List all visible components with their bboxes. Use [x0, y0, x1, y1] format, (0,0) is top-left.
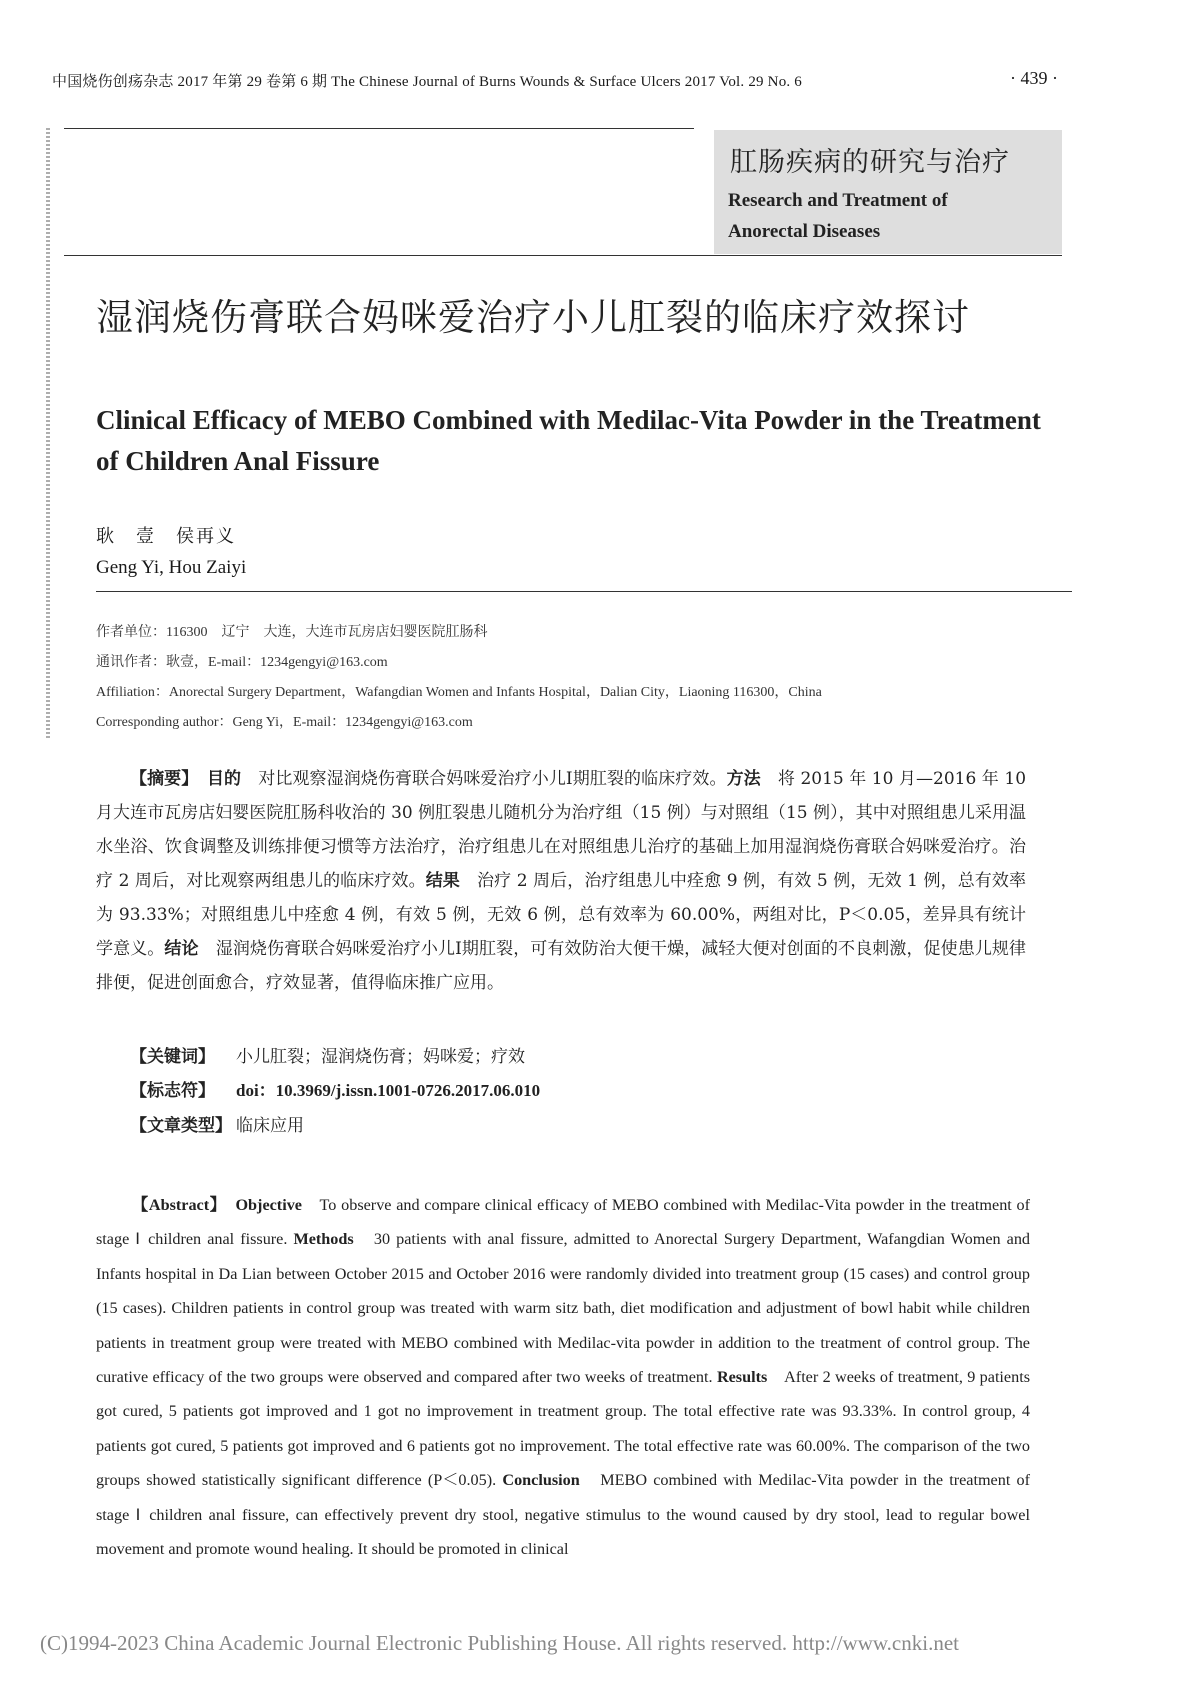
- authors-en: Geng Yi, Hou Zaiyi: [96, 557, 247, 578]
- article-type-row: [130, 1111, 304, 1136]
- keywords-label: 【关键词】: [130, 1047, 215, 1067]
- column-title-en-line1: Research and Treatment of: [728, 190, 948, 211]
- objective-label-en: Objective: [235, 1196, 302, 1214]
- conclusion-label-en: Conclusion: [502, 1471, 580, 1490]
- column-title-cn: 肛肠疾病的研究与治疗: [730, 147, 1010, 178]
- abstract-en-label: 【Abstract】: [132, 1196, 219, 1214]
- running-head: 中国烧伤创疡杂志 2017 年第 29 卷第 6 期 The Chinese Journal of Burns Wounds & Surface Ulcers 2017 Vol. 29 No. 6: [52, 74, 803, 90]
- affiliation-en: Affiliation：Anorectal Surgery Department，Wafangdian Women and Infants Hospital，Dalian City，Liaoning 116300，China: [96, 685, 822, 700]
- abstract-en: [96, 1188, 1030, 1566]
- corresponding-en: Corresponding author：Geng Yi，E-mail：1234gengyi@163.com: [96, 715, 473, 730]
- page-number: · 439 ·: [1010, 68, 1058, 88]
- top-rule: [64, 128, 694, 129]
- methods-en: 30 patients with anal fissure, admitted to Anorectal Surgery Department, Wafangdian Women and Infants hospital in Da Lian between October 2015 and October 2016 were randomly divided into treatment group (15 cases) and control group (15 cases). Children patients in control group was treated with warm sitz bath, diet modification and adjustment of bowl habit while children patients in treatment group were treated with MEBO combined with Medilac-vita powder in addition to the treatment of control group. The curative efficacy of the two groups were observed and compared after two weeks of treatment.: [96, 1230, 1031, 1387]
- methods-cn: 将 2015 年 10 月—2016 年 10 月大连市瓦房店妇婴医院肛肠科收治的 30 例肛裂患儿随机分为治疗组（15 例）与对照组（15 例），其中对照组患儿采用温水坐浴、饮食调整及训练排便习惯等方法治疗，治疗组患儿在对照组患儿治疗的基础上加用湿润烧伤膏联合妈咪爱治疗。治疗 2 周后，对比观察两组患儿的临床疗效。: [96, 769, 1027, 891]
- results-label-cn: 结果: [425, 871, 460, 891]
- results-en: After 2 weeks of treatment, 9 patients got cured, 5 patients got improved and 1 got no improvement in treatment group. The total effective rate was 93.33%. In control group, 4 patients got cured, 5 patients got improved and 6 patients got no improvement. The total effective rate was 60.00%. The comparison of the two groups showed statistically significant difference (P＜0.05).: [96, 1368, 1031, 1490]
- doi: doi：10.3969/j.issn.1001-0726.2017.06.010: [236, 1081, 541, 1100]
- results-cn: 治疗 2 周后，治疗组患儿中痊愈 9 例，有效 5 例，无效 1 例，总有效率为 93.33%；对照组患儿中痊愈 4 例，有效 5 例，无效 6 例，总有效率为 60.00%，两组对比，P＜0.05，差异具有统计学意义。: [96, 871, 1027, 959]
- conclusion-cn: 湿润烧伤膏联合妈咪爱治疗小儿Ⅰ期肛裂，可有效防治大便干燥，减轻大便对创面的不良刺激，促使患儿规律排便，促进创面愈合，疗效显著，值得临床推广应用。: [96, 939, 1027, 993]
- article-type-label: 【文章类型】: [130, 1116, 232, 1136]
- objective-label-cn: 目的: [206, 769, 242, 789]
- copyright-footer: (C)1994-2023 China Academic Journal Electronic Publishing House. All rights reserved. http://www.cnki.net: [40, 1631, 959, 1655]
- conclusion-label-cn: 结论: [164, 939, 199, 959]
- author-rule: [96, 591, 1072, 592]
- abstract-cn-label: 【摘要】: [130, 769, 190, 789]
- objective-cn: 对比观察湿润烧伤膏联合妈咪爱治疗小儿Ⅰ期肛裂的临床疗效。: [258, 769, 727, 789]
- keywords-row: [130, 1042, 525, 1067]
- objective-en: To observe and compare clinical efficacy of MEBO combined with Medilac-Vita powder in the treatment of stage Ⅰ children anal fissure.: [96, 1196, 1031, 1249]
- title-cn: 湿润烧伤膏联合妈咪爱治疗小儿肛裂的临床疗效探讨: [96, 296, 970, 339]
- keywords: 小儿肛裂；湿润烧伤膏；妈咪爱；疗效: [236, 1047, 525, 1067]
- authors-cn: 耿 壹 侯再义: [96, 526, 236, 547]
- results-label-en: Results: [716, 1368, 768, 1387]
- scan-margin-mark: [46, 128, 50, 738]
- article-type: 临床应用: [236, 1116, 304, 1136]
- column-title-en-line2: Anorectal Diseases: [728, 221, 881, 242]
- methods-label-cn: 方法: [726, 769, 761, 789]
- methods-label-en: Methods: [293, 1230, 354, 1249]
- doi-label: 【标志符】: [130, 1081, 215, 1101]
- corresponding-cn: 通讯作者：耿壹，E-mail：1234gengyi@163.com: [96, 655, 388, 670]
- doi-row: [130, 1076, 540, 1101]
- abstract-cn: [96, 762, 1026, 1000]
- title-en: Clinical Efficacy of MEBO Combined with Medilac-Vita Powder in the Treatment of Children Anal Fissure: [96, 405, 1041, 476]
- affiliation-cn: 作者单位：116300 辽宁 大连，大连市瓦房店妇婴医院肛肠科: [96, 625, 488, 640]
- column-title-en: [728, 185, 948, 247]
- banner-rule: [64, 255, 1062, 256]
- conclusion-en: MEBO combined with Medilac-Vita powder in the treatment of stage Ⅰ children anal fissure, can effectively prevent dry stool, negative stimulus to the wound caused by dry stool, lead to regular bowel movement and promote wound healing. It should be promoted in clinical: [96, 1471, 1031, 1559]
